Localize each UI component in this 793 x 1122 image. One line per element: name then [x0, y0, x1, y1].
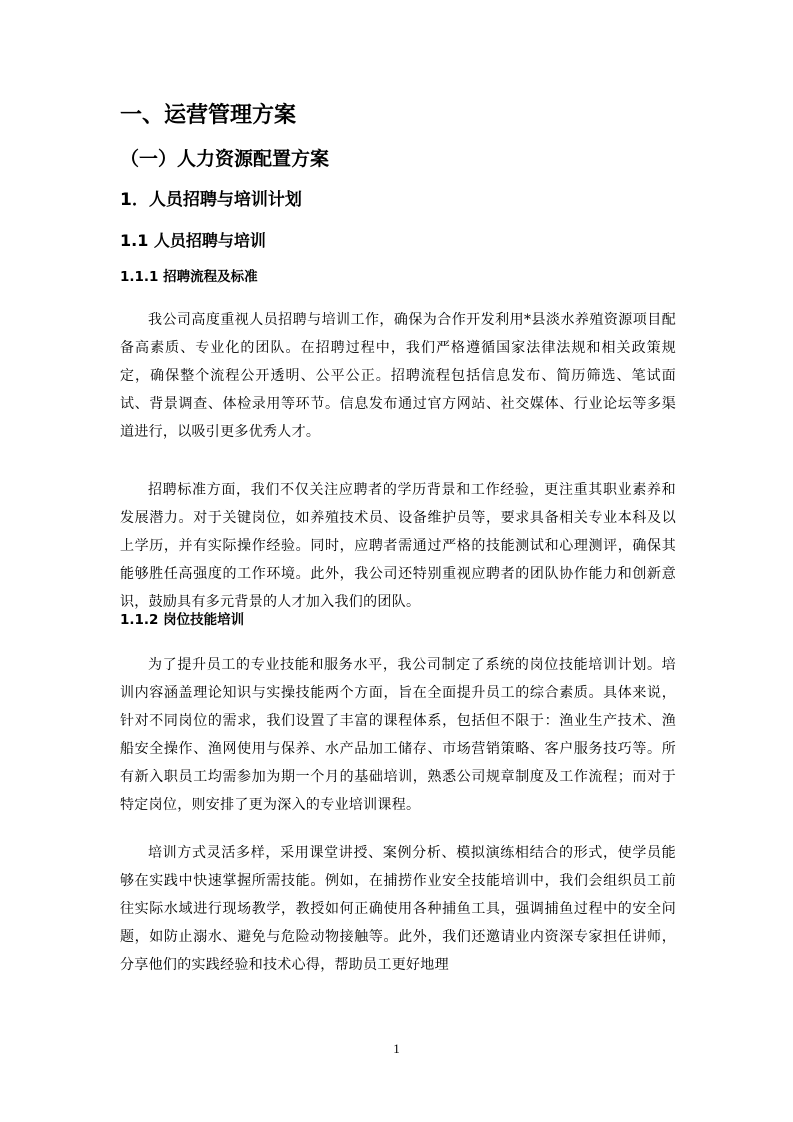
heading-level-1: 一、运营管理方案: [120, 103, 297, 128]
section-heading-training: 1.1.2 岗位技能培训: [120, 612, 245, 628]
heading-level-4: 1.1 人员招聘与培训: [120, 231, 266, 250]
paragraph-recruitment-process: 我公司高度重视人员招聘与培训工作，确保为合作开发利用*县淡水养殖资源项目配备高素质、专业化的团队。在招聘过程中，我们严格遵循国家法律法规和相关政策规定，确保整个流程公开透明、公平公正。招聘流程包括信息发布、简历筛选、笔试面试、背景调查、体检录用等环节。信息发布通过官方网站、社交媒体、行业论坛等多渠道进行，以吸引更多优秀人才。: [120, 312, 676, 440]
heading-level-2: （一）人力资源配置方案: [120, 148, 330, 170]
paragraph-recruitment-standards: 招聘标准方面，我们不仅关注应聘者的学历背景和工作经验，更注重其职业素养和发展潜力。对于关键岗位，如养殖技术员、设备维护员等，要求具备相关专业本科及以上学历，并有实际操作经验。同时，应聘者需通过严格的技能测试和心理测评，确保其能够胜任高强度的工作环境。此外，我公司还特别重视应聘者的团队协作能力和创新意识，鼓励具有多元背景的人才加入我们的团队。: [120, 482, 676, 610]
paragraph-training-methods: 培训方式灵活多样，采用课堂讲授、案例分析、模拟演练相结合的形式，使学员能够在实践中快速掌握所需技能。例如，在捕捞作业安全技能培训中，我们会组织员工前往实际水域进行现场教学，教授如何正确使用各种捕鱼工具，强调捕鱼过程中的安全问题，如防止溺水、避免与危险动物接触等。此外，我们还邀请业内资深专家担任讲师，分享他们的实践经验和技术心得，帮助员工更好地理: [120, 845, 676, 973]
heading-level-3: 1．人员招聘与培训计划: [120, 190, 302, 210]
page-number: 1: [393, 1041, 400, 1056]
section-heading-recruitment: 1.1.1 招聘流程及标准: [120, 269, 258, 285]
paragraph-training-plan: 为了提升员工的专业技能和服务水平，我公司制定了系统的岗位技能培训计划。培训内容涵盖理论知识与实操技能两个方面，旨在全面提升员工的综合素质。具体来说，针对不同岗位的需求，我们设置了丰富的课程体系，包括但不限于：渔业生产技术、渔船安全操作、渔网使用与保养、水产品加工储存、市场营销策略、客户服务技巧等。所有新入职员工均需参加为期一个月的基础培训，熟悉公司规章制度及工作流程；而对于特定岗位，则安排了更为深入的专业培训课程。: [120, 657, 676, 813]
